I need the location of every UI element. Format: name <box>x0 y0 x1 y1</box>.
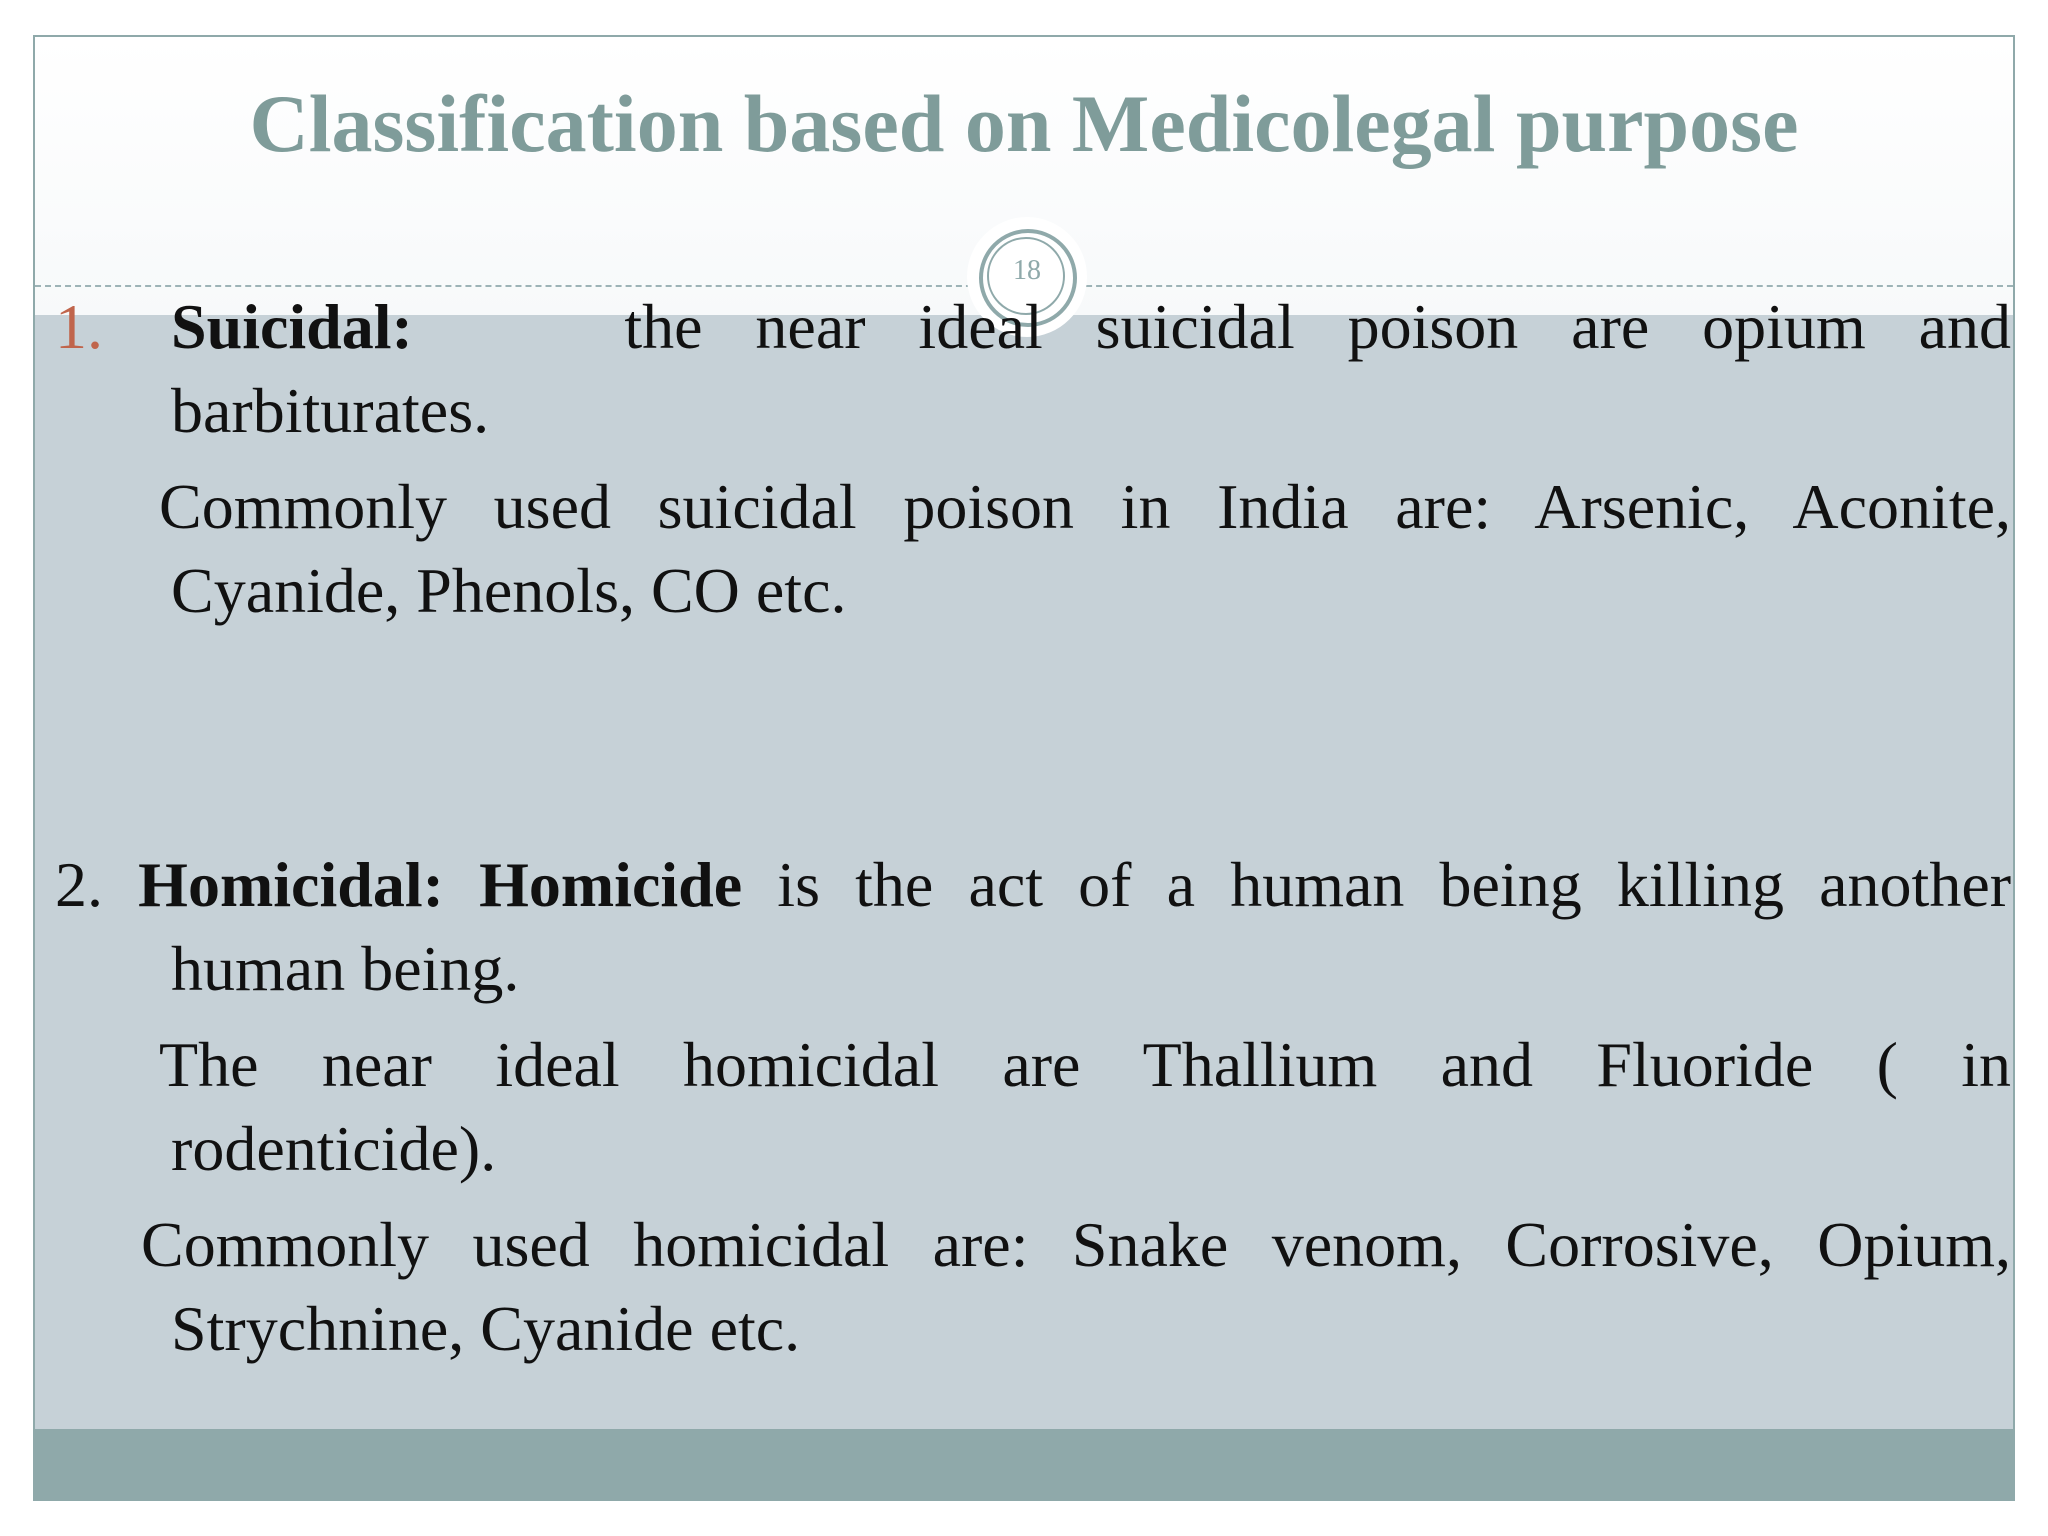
item1-text: the near ideal suicidal poison are opium and <box>624 291 2011 362</box>
item2-para2-line2: rodenticide). <box>171 1113 497 1184</box>
item2-term: Homicide <box>479 849 743 920</box>
footer-band <box>35 1429 2013 1499</box>
item1-para2-line2: Cyanide, Phenols, CO etc. <box>171 555 847 626</box>
item1-para2-line1: Commonly used suicidal poison in India are: Arsenic, Aconite, <box>159 471 2011 542</box>
item2-heading: Homicidal: <box>138 849 444 920</box>
item2-para3-line2: Strychnine, Cyanide etc. <box>171 1293 801 1364</box>
item2-para2-line1: The near ideal homicidal are Thallium and Fluoride ( in <box>159 1029 2011 1100</box>
item2-line1 <box>55 843 2011 927</box>
item1-heading: Suicidal: <box>171 291 413 362</box>
list-marker-1: 1. <box>55 291 103 362</box>
slide <box>33 35 2015 1501</box>
slide-number: 18 <box>1013 255 1041 286</box>
item1-line1 <box>171 285 2011 369</box>
slide-title: Classification based on Medicolegal purpose <box>249 78 1799 169</box>
item1-continuation: barbiturates. <box>171 375 490 446</box>
item2-continuation: human being. <box>171 933 520 1004</box>
item2-para3-line1: Commonly used homicidal are: Snake venom, Corrosive, Opium, <box>141 1209 2011 1280</box>
list-marker-2: 2. <box>55 849 103 920</box>
item2-text: is the act of a human being killing another <box>777 849 2012 920</box>
